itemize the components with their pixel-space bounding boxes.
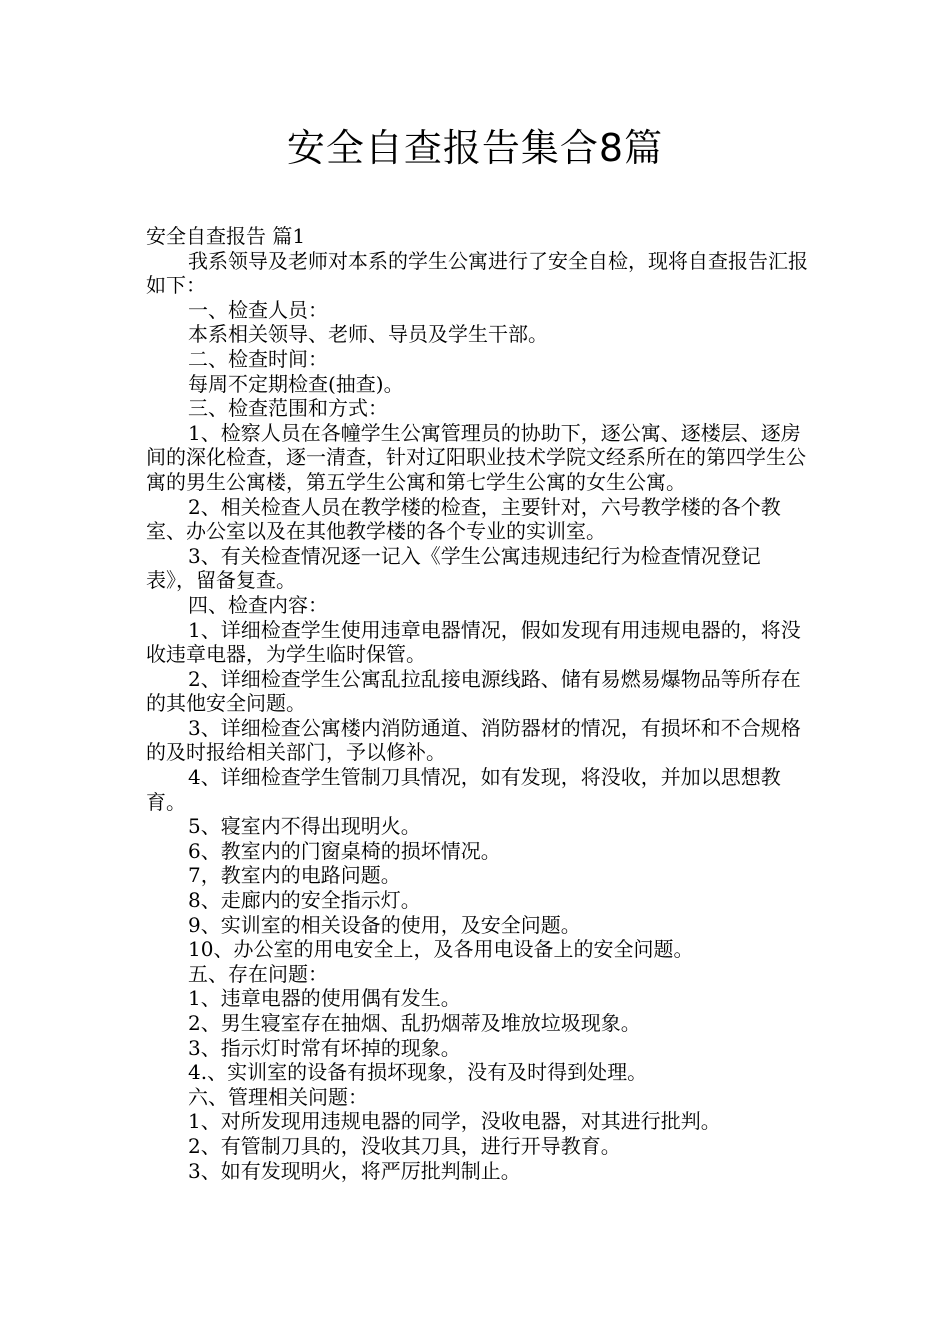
paragraph: 四、检查内容：	[188, 592, 328, 617]
paragraph: 7，教室内的电路问题。	[188, 863, 401, 888]
paragraph: 8、走廊内的安全指示灯。	[188, 888, 421, 913]
paragraph: 5、寝室内不得出现明火。	[188, 814, 421, 839]
paragraph: 3、指示灯时常有坏掉的现象。	[188, 1035, 461, 1060]
paragraph: 五、存在问题：	[188, 961, 328, 986]
paragraph: 10、办公室的用电安全上，及各用电设备上的安全问题。	[188, 937, 694, 962]
paragraph: 1、检察人员在各幢学生公寓管理员的协助下，逐公寓、逐楼层、逐房间的深化检查，逐一清查，针对辽阳职业技术学院文经系所在的第四学生公寓的男生公寓楼，第五学生公寓和第七学生公寓的女生公寓。	[146, 420, 806, 494]
paragraph: 3、有关检查情况逐一记入《学生公寓违规违纪行为检查情况登记表》，留备复查。	[146, 543, 761, 593]
document-title: 安全自查报告集合8篇	[286, 126, 664, 170]
paragraph: 三、检查范围和方式：	[188, 396, 388, 421]
paragraph: 3、如有发现明火，将严厉批判制止。	[188, 1158, 521, 1183]
paragraph: 二、检查时间：	[188, 346, 328, 371]
paragraph: 1、对所发现用违规电器的同学，没收电器，对其进行批判。	[188, 1109, 721, 1134]
paragraph: 3、详细检查公寓楼内消防通道、消防器材的情况，有损坏和不合规格的及时报给相关部门，予以修补。	[146, 715, 801, 765]
paragraph: 我系领导及老师对本系的学生公寓进行了安全自检，现将自查报告汇报如下：	[146, 248, 808, 298]
section-heading: 安全自查报告 篇1	[146, 224, 306, 248]
paragraph: 每周不定期检查(抽查)。	[188, 371, 404, 396]
paragraph: 6、教室内的门窗桌椅的损坏情况。	[188, 838, 501, 863]
paragraph: 六、管理相关问题：	[188, 1084, 368, 1109]
paragraph: 4.、实训室的设备有损坏现象，没有及时得到处理。	[188, 1060, 648, 1085]
paragraph: 2、详细检查学生公寓乱拉乱接电源线路、储有易燃易爆物品等所存在的其他安全问题。	[146, 666, 801, 716]
paragraph: 4、详细检查学生管制刀具情况，如有发现，将没收，并加以思想教育。	[146, 765, 781, 814]
paragraph: 1、违章电器的使用偶有发生。	[188, 986, 461, 1011]
document-body	[146, 224, 810, 1183]
paragraph: 1、详细检查学生使用违章电器情况，假如发现有用违规电器的，将没收违章电器，为学生临时保管。	[146, 617, 801, 667]
paragraph: 2、有管制刀具的，没收其刀具，进行开导教育。	[188, 1133, 621, 1158]
paragraph: 2、相关检查人员在教学楼的检查，主要针对，六号教学楼的各个教室、办公室以及在其他教学楼的各个专业的实训室。	[146, 494, 781, 544]
paragraph: 一、检查人员：	[188, 297, 328, 322]
paragraph: 2、男生寝室存在抽烟、乱扔烟蒂及堆放垃圾现象。	[188, 1011, 641, 1035]
paragraph: 9、实训室的相关设备的使用，及安全问题。	[188, 912, 581, 937]
paragraph: 本系相关领导、老师、导员及学生干部。	[188, 322, 548, 347]
